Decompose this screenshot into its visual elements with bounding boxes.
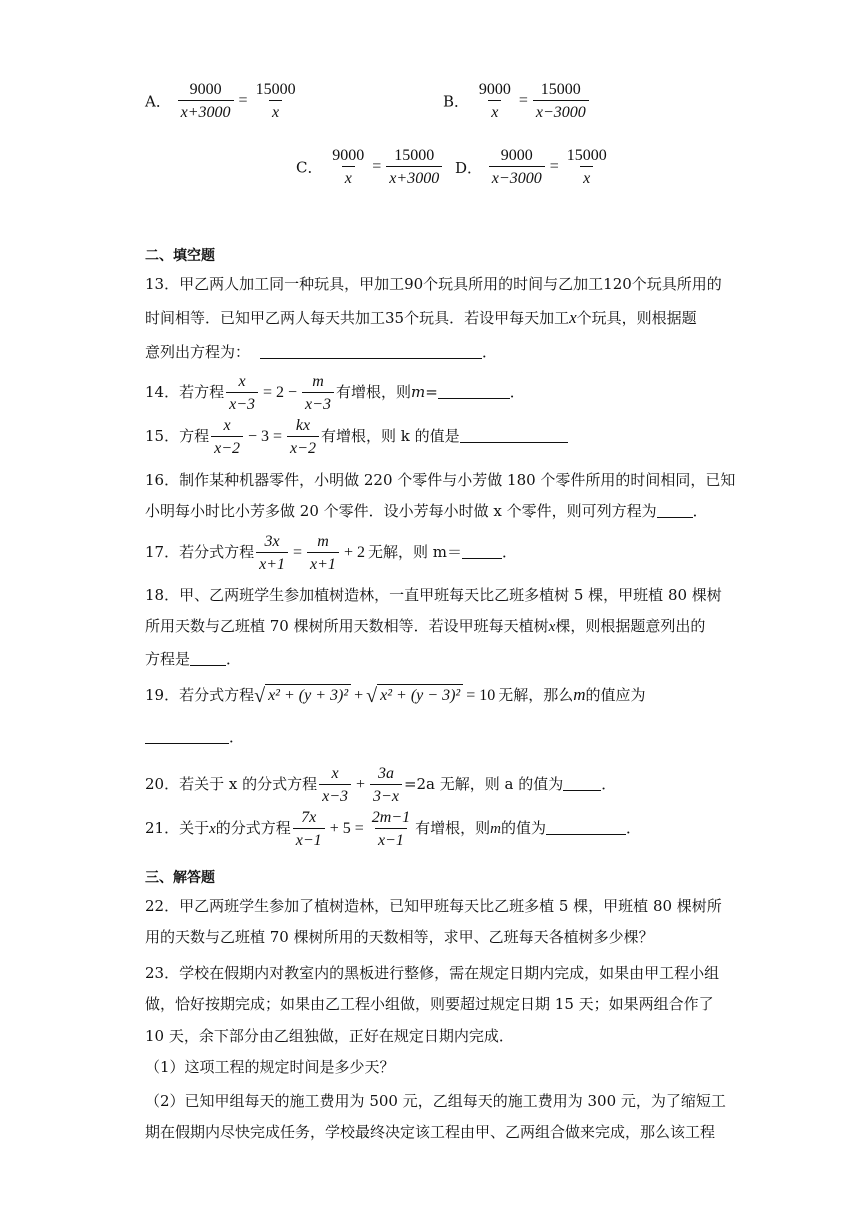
q23-line3: 10 天，余下部分由乙组独做，正好在规定日期内完成． (145, 1027, 514, 1045)
option-a: A． $\frac{9000}{x+3000}$ = $\frac{15000}{x}$ (145, 80, 301, 122)
option-c: C． $\frac{9000}{x}$ = $\frac{15000}{x+3000}$ D． $\frac{9000}{x-3000}$ = $\frac{15000}{x}$ (296, 146, 612, 188)
option-a-label: A． (145, 92, 171, 111)
q15-answer-blank[interactable] (460, 428, 568, 443)
q18-line1: 18．甲、乙两班学生参加植树造林，一直甲班每天比乙班多植树 5 棵，甲班植 80 棵树 (145, 586, 722, 604)
q13-line3: 意列出方程为： ． (145, 343, 498, 361)
q18-answer-blank[interactable] (190, 651, 226, 666)
q23-line2: 做，恰好按期完成；如果由乙工程小组做，则要超过规定日期 15 天；如果两组合作了 (145, 995, 714, 1013)
option-a-rhs: $\frac{15000}{x}$ (255, 81, 296, 121)
q15-line: 15．方程 $\frac{x}{x-2}$ − 3 = $\frac{kx}{x-2}$ 有增根，则 k 的值是 (145, 416, 568, 458)
option-c-rhs: $\frac{15000}{x+3000}$ (386, 146, 442, 188)
q17-line: 17．若分式方程 $\frac{3x}{x+1}$ = $\frac{m}{x+1}$ + 2 无解，则 m＝ ． (145, 533, 517, 573)
q14-answer-blank[interactable] (438, 384, 510, 399)
q18-line2: 所用天数与乙班植 70 棵树所用天数相等．若设甲班每天植树x棵，则根据题意列出的 (145, 617, 706, 635)
q13-line1: 13．甲乙两人加工同一种玩具，甲加工90个玩具所用的时间与乙加工120个玩具所用的 (145, 275, 722, 293)
section-fill-heading: 二、填空题 (145, 248, 215, 264)
q13-answer-blank[interactable] (260, 344, 482, 359)
q19-line: 19．若分式方程√ x² + (y + 3)² + √ x² + (y − 3)² = 10 无解，那么m的值应为 (145, 685, 646, 707)
q14-line: 14．若方程 $\frac{x}{x-3}$ = 2 − $\frac{m}{x-3}$ 有增根，则m= ． (145, 373, 525, 413)
q16-line1: 16．制作某种机器零件，小明做 220 个零件与小芳做 180 个零件所用的时间相同，已知 (145, 471, 736, 489)
q13-line2: 时间相等．已知甲乙两人每天共加工35个玩具．若设甲每天加工x个玩具，则根据题 (145, 308, 697, 327)
q16-answer-blank[interactable] (657, 503, 693, 518)
q19-answer-line: ． (145, 726, 244, 748)
option-c-label: C． (296, 158, 323, 177)
option-b-label: B． (443, 92, 470, 111)
q22-line1: 22．甲乙两班学生参加了植树造林，已知甲班每天比乙班多植 5 棵，甲班植 80 棵树所 (145, 897, 722, 915)
option-d-lhs: $\frac{9000}{x-3000}$ (489, 146, 545, 188)
q22-line2: 用的天数与乙班植 70 棵树所用的天数相等，求甲、乙班每天各植树多少棵？ (145, 928, 654, 946)
q16-line2: 小明每小时比小芳多做 20 个零件．设小芳每小时做 x 个零件，则可列方程为 ． (145, 502, 708, 520)
section-solve-heading: 三、解答题 (145, 870, 215, 886)
q21-line: 21．关于x的分式方程 $\frac{7x}{x-1}$ + 5 = $\frac{2m-1}{x-1}$ 有增根，则m的值为 ． (145, 809, 641, 849)
option-b-lhs: $\frac{9000}{x}$ (478, 81, 511, 121)
option-d-label: D． (454, 158, 483, 177)
q20-line: 20．若关于 x 的分式方程 $\frac{x}{x-3}$ + $\frac{3a}{3-x}$ =2a 无解，则 a 的值为 ． (145, 765, 617, 805)
q18-line3: 方程是 ． (145, 650, 242, 668)
q17-answer-blank[interactable] (462, 544, 502, 559)
q23-sub2b: 期在假期内尽快完成任务，学校最终决定该工程由甲、乙两组合做来完成，那么该工程 (145, 1123, 716, 1141)
option-c-lhs: $\frac{9000}{x}$ (332, 147, 365, 187)
option-a-lhs: $\frac{9000}{x+3000}$ (178, 80, 234, 122)
option-b: B． $\frac{9000}{x}$ = $\frac{15000}{x-3000}$ (443, 80, 591, 122)
q20-answer-blank[interactable] (563, 776, 601, 791)
q23-sub2a: （2）已知甲组每天的施工费用为 500 元，乙组每天的施工费用为 300 元，为了缩短工 (145, 1092, 726, 1110)
q23-sub1: （1）这项工程的规定时间是多少天？ (145, 1058, 395, 1076)
option-d-rhs: $\frac{15000}{x}$ (566, 147, 607, 187)
q21-answer-blank[interactable] (546, 820, 626, 835)
q19-answer-blank[interactable] (145, 729, 229, 744)
option-b-rhs: $\frac{15000}{x-3000}$ (533, 80, 589, 122)
q23-line1: 23．学校在假期内对教室内的黑板进行整修，需在规定日期内完成，如果由甲工程小组 (145, 964, 720, 982)
